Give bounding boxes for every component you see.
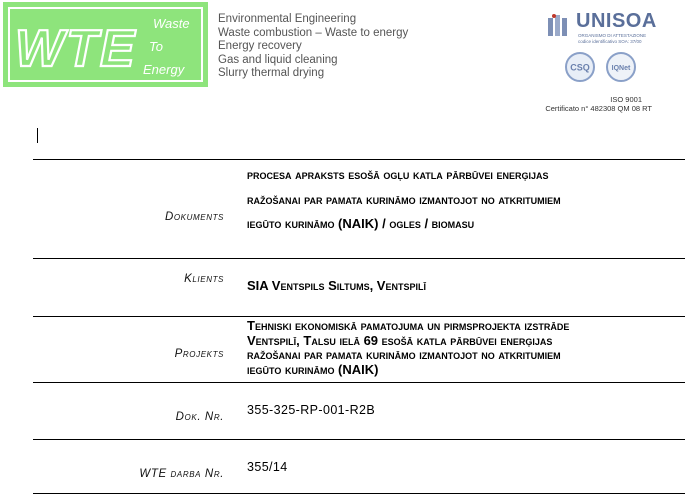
wte-logo <box>3 2 208 87</box>
label-dokuments: Dokuments <box>164 211 224 223</box>
projekts-line: ražošanai par pamata kurināmo izmantojot no atkritumiem <box>247 347 561 362</box>
row-wte-darba-nr <box>33 439 685 497</box>
value-klients <box>247 278 685 293</box>
label-klients: Klients <box>184 273 224 285</box>
iqnet-badge-label: IQNet <box>611 65 631 72</box>
unisoa-brand: UNISOA <box>576 10 657 32</box>
wte-tagline-to: To <box>149 39 163 54</box>
label-dok-nr: Dok. Nr. <box>175 411 224 423</box>
dokuments-line: procesa apraksts esošā ogļu katla pārbūvei enerģijas <box>247 167 549 182</box>
iso-standard: ISO 9001 <box>610 95 642 104</box>
unisoa-code: codice identificativo SOA: 37/00 <box>578 39 642 44</box>
dokuments-line: ražošanai par pamata kurināmo izmantojot no atkritumiem <box>247 191 561 207</box>
projekts-line: iegūto kurināmo (NAIK) <box>247 361 379 377</box>
text-cursor <box>37 128 38 143</box>
table-bottom-border <box>33 493 685 494</box>
klients-line: SIA Ventspils Siltums, Ventspilī <box>247 278 426 293</box>
label-wte-darba-nr: WTE darba Nr. <box>139 468 224 480</box>
certification-block <box>520 8 690 118</box>
wte-tagline-energy: Energy <box>143 62 185 77</box>
iqnet-badge-icon <box>607 53 635 81</box>
row-projekts <box>33 316 685 382</box>
row-dok-nr <box>33 382 685 439</box>
value-projekts <box>247 319 685 377</box>
value-dok-nr: 355-325-RP-001-R2B <box>247 403 376 417</box>
unisoa-subtitle: ORGANISMO DI ATTESTAZIONE <box>578 33 647 38</box>
activity-item: Waste combustion – Waste to energy <box>218 26 409 39</box>
activity-item: Gas and liquid cleaning <box>218 53 338 66</box>
document-info-table <box>33 159 685 497</box>
wte-tagline-waste: Waste <box>153 16 190 31</box>
value-wte-darba-nr: 355/14 <box>247 460 288 474</box>
activity-item: Energy recovery <box>218 40 302 53</box>
csq-badge-icon <box>566 53 594 81</box>
dokuments-line: iegūto kurināmo (NAIK) / ogles / biomasu <box>247 216 475 231</box>
certification-badges <box>564 51 644 85</box>
row-dokuments <box>33 159 685 258</box>
label-projekts: Projekts <box>174 348 224 360</box>
row-klients <box>33 258 685 316</box>
activity-item: Environmental Engineering <box>218 13 357 25</box>
wte-logo-graphic <box>3 2 208 87</box>
activities-list <box>218 13 408 81</box>
wte-letters: WTE <box>15 20 137 78</box>
activity-item: Slurry thermal drying <box>218 67 325 80</box>
projekts-line: Tehniski ekonomiskā pamatojuma un pirmsprojekta izstrāde <box>247 318 570 333</box>
unisoa-logo-icon <box>546 12 576 40</box>
value-dokuments <box>247 163 685 237</box>
projekts-line: Ventspilī, Talsu ielā 69 esošā katla pārbūvei enerģijas <box>247 332 553 348</box>
csq-badge-label: CSQ <box>570 62 590 73</box>
certificate-number: Certificato n° 482308 QM 08 RT <box>545 104 652 113</box>
